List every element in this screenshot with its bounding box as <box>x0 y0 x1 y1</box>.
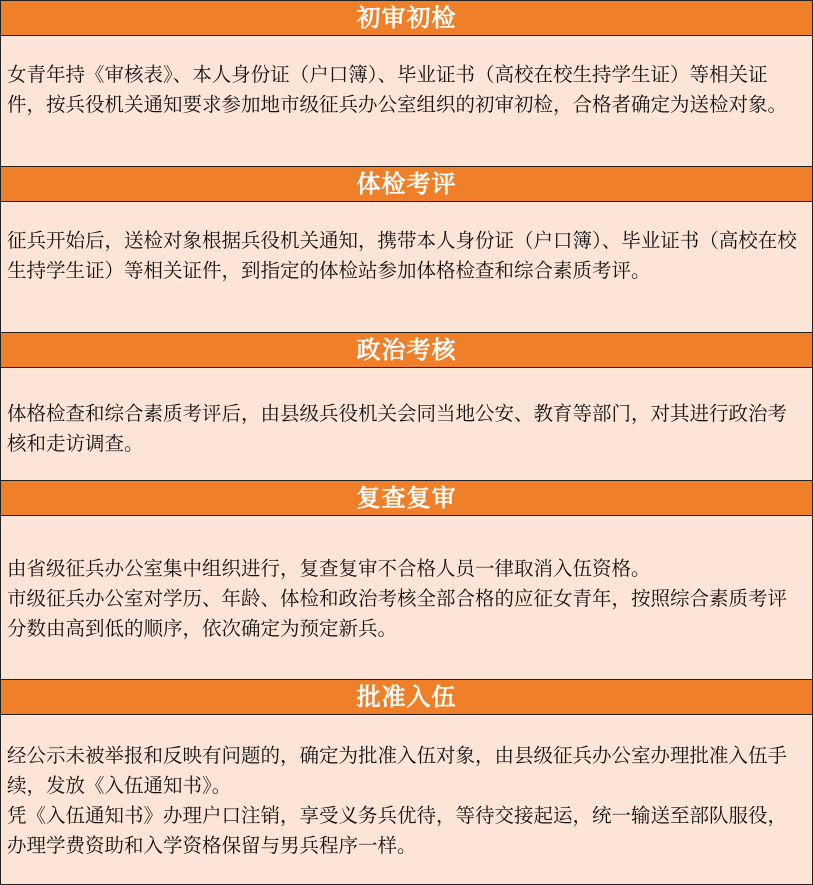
section-paragraph: 征兵开始后，送检对象根据兵役机关通知，携带本人身份证（户口簿）、毕业证书（高校在校生持学生证）等相关证件，到指定的体检站参加体格检查和综合素质考评。 <box>7 229 797 282</box>
section-paragraph: 由省级征兵办公室集中组织进行，复查复审不合格人员一律取消入伍资格。 <box>7 557 651 580</box>
section-title: 复查复审 <box>1 481 812 516</box>
section-body <box>1 36 812 167</box>
section-title: 初审初检 <box>1 1 812 36</box>
section-body <box>1 516 812 680</box>
section-body <box>1 368 812 481</box>
section-title: 政治考核 <box>1 333 812 368</box>
section-recheck <box>1 481 812 680</box>
section-title: 体检考评 <box>1 167 812 202</box>
section-physical-exam <box>1 167 812 333</box>
section-paragraph: 经公示未被举报和反映有问题的，确定为批准入伍对象，由县级征兵办公室办理批准入伍手续，发放《入伍通知书》。 <box>7 744 788 797</box>
section-political-review <box>1 333 812 481</box>
section-paragraph: 体格检查和综合素质考评后，由县级兵役机关会同当地公安、教育等部门，对其进行政治考核和走访调查。 <box>7 402 788 455</box>
section-paragraph: 凭《入伍通知书》办理户口注销，享受义务兵优待，等待交接起运，统一输送至部队服役，办理学费资助和入学资格保留与男兵程序一样。 <box>7 804 788 857</box>
section-paragraph: 女青年持《审核表》、本人身份证（户口簿）、毕业证书（高校在校生持学生证）等相关证件，按兵役机关通知要求参加地市级征兵办公室组织的初审初检，合格者确定为送检对象。 <box>7 63 788 116</box>
section-title: 批准入伍 <box>1 680 812 715</box>
section-approval <box>1 680 812 885</box>
section-paragraph: 市级征兵办公室对学历、年龄、体检和政治考核全部合格的应征女青年，按照综合素质考评分数由高到低的顺序，依次确定为预定新兵。 <box>7 587 788 640</box>
section-body <box>1 715 812 885</box>
section-initial-review <box>1 1 812 167</box>
section-body <box>1 202 812 333</box>
